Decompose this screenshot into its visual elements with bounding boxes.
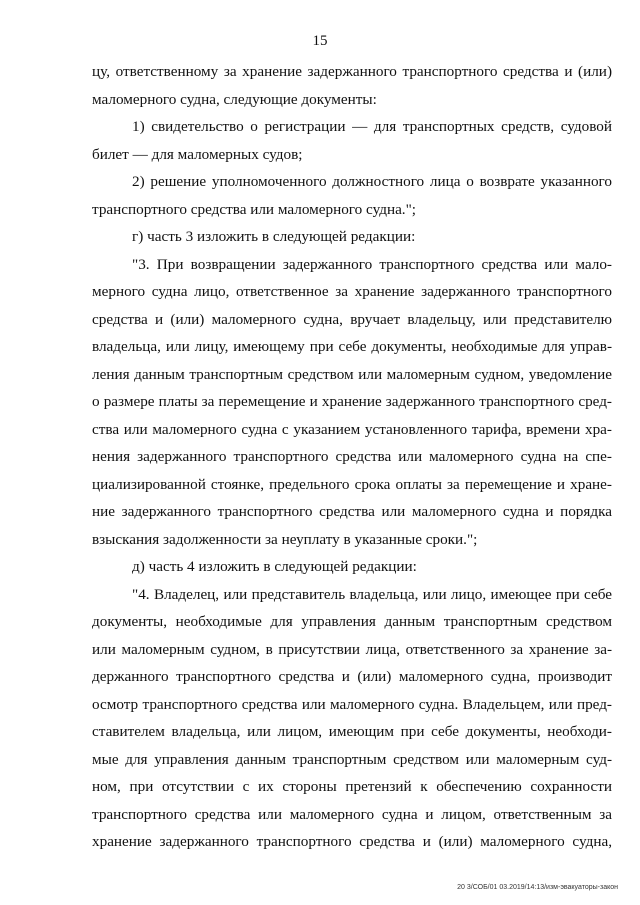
text-line: циализированной стоянке, предельного срока оплаты за перемещение и хране- [92, 475, 612, 493]
text-line: "3. При возвращении задержанного транспортного средства или мало- [132, 255, 612, 273]
paragraph-item-1 [92, 113, 612, 168]
text-line: 1) свидетельство о регистрации — для транспортных средств, судовой [132, 118, 612, 135]
text-line: транспортного средства или маломерного судна."; [92, 200, 417, 218]
text-line: билет — для маломерных судов; [92, 145, 303, 163]
document-body [92, 58, 612, 856]
text-line: нения задержанного транспортного средства или маломерного судна на спе- [92, 448, 612, 465]
text-line: мые для управления данным транспортным средством или маломерным суд- [92, 750, 612, 768]
page-number: 15 [312, 33, 328, 49]
footer-doc-code: 20 3/СОБ/01 03.2019/14:13/изм-эвакуаторы-закон [457, 884, 618, 891]
text-line: ном, при отсутствии с их стороны претензий к обеспечению сохранности [92, 778, 612, 795]
paragraph-part-3 [92, 251, 612, 554]
text-line: или маломерным судном, в присутствии лица, ответственного за хранение за- [92, 640, 612, 658]
paragraph-part-4 [92, 581, 612, 856]
paragraph-item-2 [92, 168, 612, 223]
text-line: мерного судна лицо, ответственное за хранение задержанного транспортного [92, 283, 612, 300]
text-line: осмотр транспортного средства или маломерного судна. Владельцем, или пред- [92, 695, 612, 713]
paragraph-amendment-d [92, 553, 612, 581]
paragraph-continuation [92, 58, 612, 113]
text-line: ства или маломерного судна с указанием установленного тарифа, времени хра- [92, 420, 612, 438]
text-line: 2) решение уполномоченного должностного лица о возврате указанного [132, 173, 612, 190]
text-line: "4. Владелец, или представитель владельца, или лицо, имеющее при себе [132, 585, 612, 603]
text-line: д) часть 4 изложить в следующей редакции: [132, 558, 417, 575]
text-line: о размере платы за перемещение и хранение задержанного транспортного сред- [92, 393, 612, 410]
text-line: ставителем владельца, или лицом, имеющим при себе документы, необходи- [92, 723, 612, 740]
text-line: документы, необходимые для управления данным транспортным средством [92, 613, 612, 630]
paragraph-amendment-g [92, 223, 612, 251]
text-line: хранение задержанного транспортного средства и (или) маломерного судна, [92, 833, 612, 850]
text-line: маломерного судна, следующие документы: [92, 90, 377, 108]
text-line: взыскания задолженности за неуплату в указанные сроки."; [92, 530, 478, 548]
text-line: транспортного средства или маломерного судна и лицом, ответственным за [92, 805, 612, 823]
text-line: владельца, или лицу, имеющему при себе документы, необходимые для управ- [92, 338, 612, 355]
text-line: ние задержанного транспортного средства или маломерного судна и порядка [92, 503, 612, 520]
text-line: держанного транспортного средства и (или) маломерного судна, производит [92, 668, 612, 685]
text-line: средства и (или) маломерного судна, вручает владельцу, или представителю [92, 310, 612, 328]
text-line: г) часть 3 изложить в следующей редакции: [132, 228, 416, 245]
text-line: ления данным транспортным средством или маломерным судном, уведомление [92, 365, 612, 383]
text-line: цу, ответственному за хранение задержанного транспортного средства и (или) [92, 63, 612, 80]
